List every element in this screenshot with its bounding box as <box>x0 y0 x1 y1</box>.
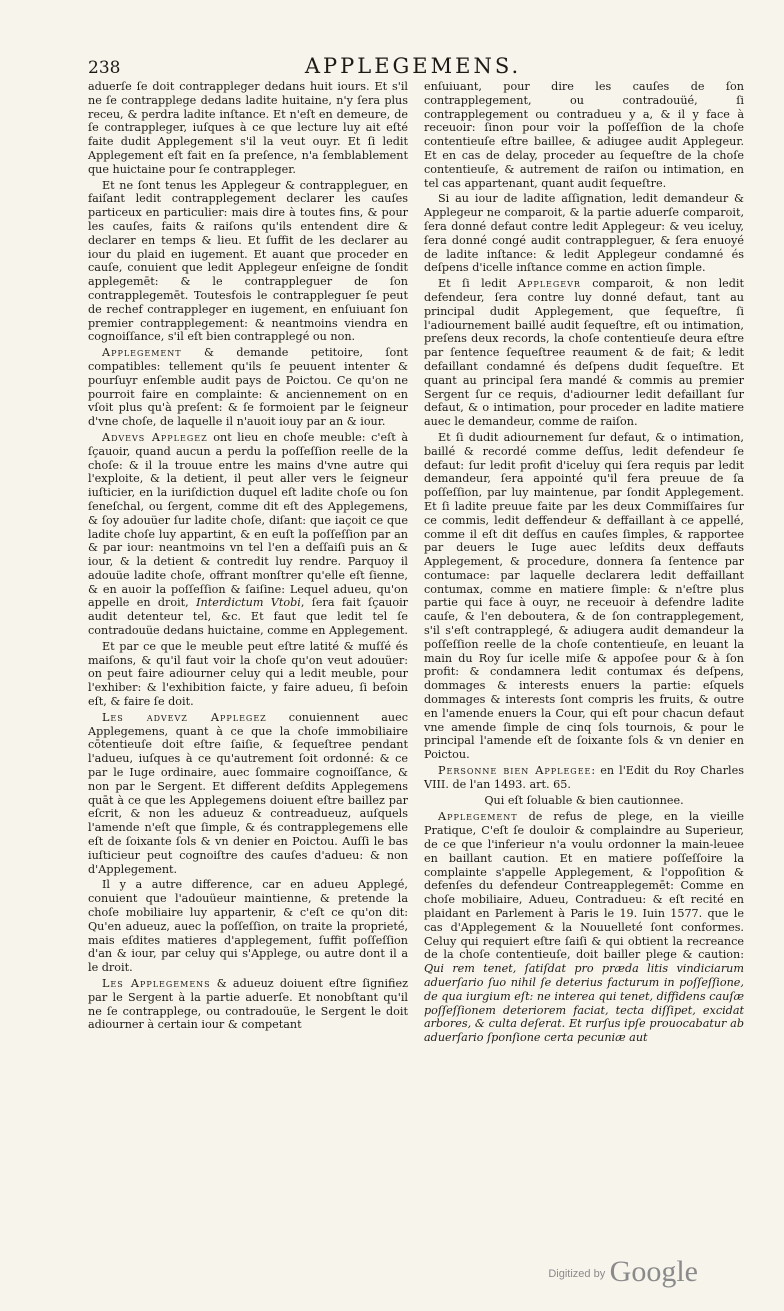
page-number: 238 <box>88 58 121 78</box>
paragraph-text: ont lieu en choſe meuble: c'eſt à ſçauoir, quand aucun a perdu la poſſeſſion reelle de la choſe: & il la trouue entre les mains d'vne autre qui l'exploite, & la detient, il peut aller vers le ſeigneur iuſticier, en la iuriſdiction duquel eſt ladite choſe ou ſon ſeneſchal, ou ſergent, comme dit eſt des Applegemens, & ſoy adouüer ſur ladite choſe, diſant: que iaçoit ce que ladite choſe luy appartint, & en euſt la poſſeſſion par an & par iour: neantmoins vn tel l'en a deſſaiſi puis an & iour, & la detient & contredit luy rendre. Parquoy il adouüe ladite choſe, offrant monſtrer qu'elle eſt ſienne, & en auoir la poſſeſſion & ſaiſine: Lequel adueu, qu'on appelle en droit, <box>88 430 408 610</box>
paragraph-lead-term: Advevs Applegez <box>102 430 208 444</box>
left-column-paragraph <box>88 878 408 975</box>
paragraph-lead-term: Les advevz Applegez <box>102 710 267 724</box>
left-column-paragraph <box>88 80 408 177</box>
paragraph-text: Qui eſt ſoluable & bien cautionnee. <box>484 793 684 807</box>
right-column-paragraph <box>424 80 744 190</box>
watermark-prefix: Digitized by <box>548 1268 606 1280</box>
paragraph-text: de refus de plege, en la vieille Pratique, C'eſt ſe douloir & complaindre au Superieur, de ce que l'inferieur n'a voulu ordonner la main-leuee en baillant caution. Et en matiere poſſeſſoire la complainte s'appelle Applegement, & l'oppoſition & defenſes du defendeur Contreapplegemēt: Comme en choſe mobiliaire, Adueu, Contradueu: & eſt recité en plaidant en Parlement à Paris le 19. Iuin 1577. que le cas d'Applegement & la Nouuelleté ſont conformes. Celuy qui requiert eſtre ſaiſi & qui obtient la recreance de la choſe contentieuſe, doit bailler plege & caution: <box>424 810 744 962</box>
paragraph-text: & demande petitoire, ſont compatibles: tellement qu'ils ſe peuuent intenter & pourſuyr enſemble audit pays de Poictou. Ce qu'on ne pourroit faire en complainte: & anciennement on en vſoit plus qu'à preſent: & ſe formoient par le ſeigneur d'vne choſe, de laquelle il n'auoit iouy par an & iour. <box>88 346 408 429</box>
paragraph-text: conuiennent auec Applegemens, quant à ce que la choſe immobiliaire cōtentieuſe doit eſtre ſaiſie, & ſequeſtree pendant l'adueu, iuſques à ce qu'autrement ſoit ordonné: & ce par le Iuge ordinaire, auec ſommaire cognoiſſance, & non par le Sergent. Et different deſdits Applegemens quāt à ce que les Applegemens doiuent eſtre baillez par eſcrit, & non les adueuz & contreadueuz, auſquels l'amende n'eſt que ſimple, & és contrapplegemens elle eſt de ſoixante ſols & vn denier en Poictou. Auſſi le bas iuſticieur peut cognoiſtre des cauſes d'adueu: & non d'Applegement. <box>88 710 408 876</box>
right-column-paragraph <box>424 794 744 808</box>
running-title: APPLEGEMENS. <box>304 54 522 78</box>
paragraph-text: Et par ce que le meuble peut eſtre latité & muſſé és maiſons, & qu'il faut voir la choſe qu'on veut adouüer: on peut faire adiourner celuy qui a ledit meuble, pour l'exhiber: & l'exhibition faicte, y faire adueu, ſi beſoin eſt, & faire ſe doit. <box>88 639 408 709</box>
paragraph-lead-term: Les Applegemens <box>102 977 211 990</box>
left-column-paragraph <box>88 179 408 345</box>
paragraph-text: & adueuz doiuent eſtre ſignifiez par le Sergent à la partie aduerſe. Et nonobſtant qu'il ne ſe contrapplege, ou contradouüe, le Sergent le doit adiourner à certain iour & competant <box>88 977 409 1032</box>
right-column-paragraph <box>424 192 744 275</box>
left-column-paragraph <box>88 431 408 638</box>
right-column-paragraph <box>424 764 744 792</box>
paragraph-text: enſuiuant, pour dire les cauſes de ſon contrapplegement, ou contradouüé, ſi contrapplegement ou contradueu y a, & il y face à receuoir: ſinon pour voir la poſſeſſion de la choſe contentieuſe eſtre baillee, & adiugee audit Applegeur. Et en cas de delay, proceder au ſequeſtre de la choſe contentieuſe, & autrement de raiſon ou intimation, en tel cas appartenant, quant audit ſequeſtre. <box>424 80 744 190</box>
left-column-paragraph <box>88 711 408 877</box>
paragraph-text: Il y a autre difference, car en adueu Applegé, conuient que l'adouüeur maintienne, & pretende la choſe mobiliaire luy appartenir, & c'eſt ce qu'on dit: Qu'en adueuz, auec la poſſeſſion, on traite la proprieté, mais eſdites matieres d'applegement, ſuffit poſſeſſion d'an & iour, par celuy qui s'Applege, ou autre dont il a le droit. <box>88 878 408 975</box>
paragraph-text-tail: , ſera fait ſçauoir audit detenteur tel, &c. Et faut que ledit tel ſe contradouüe dedans huictaine, comme en Applegement. <box>88 596 408 638</box>
paragraph-lead-term: Applegement <box>438 810 518 824</box>
latin-citation: Qui rem tenet, ſatiſdat pro præda litis vindiciarum aduerſario ſuo nihil ſe deterius facturum in poſſeſſione, de qua iurgium eſt: ne interea qui tenet, diffidens cauſæ poſſeſſionem deteriorem faciat, tecta diſſipet, excidat arbores, & culta deſerat. Et rurſus ipſe prouocabatur ab aduerſario ſponſione certa pecuniæ aut <box>424 962 744 1045</box>
page-header <box>88 54 738 82</box>
digitized-by-google-watermark <box>548 1255 698 1289</box>
right-column-paragraph <box>424 431 744 762</box>
right-column-paragraph <box>424 277 744 429</box>
paragraph-text-tail: comparoit, & non ledit defendeur, ſera contre luy donné defaut, tant au principal dudit Applegement, que ſequeſtre, ſi l'adiournement baillé audit ſequeſtre, eſt ou intimation, preſens deux records, la choſe contentieuſe deura eſtre par ſentence ſequeſtree reaument & de fait; & ledit defaillant condamné és deſpens dudit ſequeſtre. Et quant au principal ſera mandé & commis au premier Sergent ſur ce requis, d'adiourner ledit defaillant ſur defaut, & o intimation, pour proceder en ladite matiere auec le demandeur, comme de raiſon. <box>424 277 745 429</box>
paragraph-text: aduerſe ſe doit contrappleger dedans huit iours. Et s'il ne ſe contrapplege dedans ladite huitaine, n'y ſera plus receu, & perdra ladite inſtance. Et n'eſt en demeure, de ſe contrappleger, iuſques à ce que lecture luy ait eſté faite dudit Applegement s'il la veut ouyr. Et ſi ledit Applegement eſt fait en ſa preſence, n'a ſemblablement que huictaine pour ſe contrappleger. <box>88 80 408 176</box>
paragraph-inline-term: Applegevr <box>517 277 581 291</box>
left-column <box>88 80 408 1034</box>
paragraph-text: Et ne ſont tenus les Applegeur & contrappleguer, en faiſant ledit contrapplegement declarer les cauſes particeux en particulier: mais dire à toutes fins, & pour les cauſes, faits & raiſons qu'ils entendent dire & declarer en temps & lieu. Et ſuffit de les declarer au iour du plaid en iugement. Et auant que proceder en cauſe, conuient que ledit Applegeur enſeigne de ſondit applegemēt: & le contrappleguer de ſon contrapplegemēt. Toutesfois le contrappleguer ſe peut de rechef contrappleger en iugement, en enſuiuant ſon premier contrapplegement: & neantmoins viendra en cognoiſſance, s'il eſt bien contrapplegé ou non. <box>88 178 408 344</box>
paragraph-text: : en l'Edit du Roy Charles VIII. de l'an 1493. art. 65. <box>424 764 744 791</box>
left-column-paragraph <box>88 977 408 1032</box>
right-column-paragraph <box>424 810 744 1045</box>
paragraph-lead-term: Applegement <box>102 346 182 360</box>
paragraph-lead-term: Personne bien Applegee <box>438 764 592 778</box>
left-column-paragraph <box>88 640 408 709</box>
left-column-paragraph <box>88 346 408 429</box>
right-column <box>424 80 744 1047</box>
google-logo: Google <box>609 1255 698 1288</box>
paragraph-text: Si au iour de ladite aſſignation, ledit demandeur & Applegeur ne comparoit, & la partie aduerſe comparoit, ſera donné defaut contre ledit Applegeur: & veu iceluy, ſera donné congé audit contrappleguer, & ſera enuoyé de ladite inſtance: & ledit Applegeur condamné és deſpens d'icelle inſtance comme en action ſimple. <box>424 192 744 275</box>
paragraph-text: Et ſi ledit <box>438 277 518 291</box>
paragraph-text: Et ſi dudit adiournement ſur defaut, & o intimation, baillé & recordé comme deſſus, ledit defendeur ſe defaut: ſur ledit profit d'iceluy qui ſera requis par ledit demandeur, ſera appointé qu'il fera preuue de ſa poſſeſſion, par luy maintenue, par ſondit Applegement. Et ſi ladite preuue faite par les deux Commiſſaires ſur ce commis, ledit deffendeur & deffaillant à ce appellé, comme il eſt dit deſſus en cauſes ſimples, & rapportee par deuers le Iuge auec leſdits deux deffauts Applegement, & procedure, donnera ſa ſentence par contumace: par laquelle declarera ledit deffaillant contumax, comme en matiere ſimple: & n'eſtre plus partie qui face à ouyr, ne receuoir à defendre ladite cauſe, & l'en deboutera, & de ſon contrapplegement, s'il s'eſt contrapplegé, & adiugera audit demandeur la poſſeſſion reelle de la choſe contentieuſe, en leuant la main du Roy ſur icelle miſe & appoſee pour & à ſon profit: & condamnera ledit contumax és deſpens, dommages & interests enuers la partie: eſquels dommages & interests ſont compris les fruits, & outre en l'amende enuers la Cour, qui eſt pour chacun defaut vne amende ſimple de cinq ſols tournois, & pour le principal l'amende eſt de ſoixante ſols & vn denier en Poictou. <box>424 430 744 762</box>
latin-citation: Interdictum Vtobi <box>196 596 301 610</box>
